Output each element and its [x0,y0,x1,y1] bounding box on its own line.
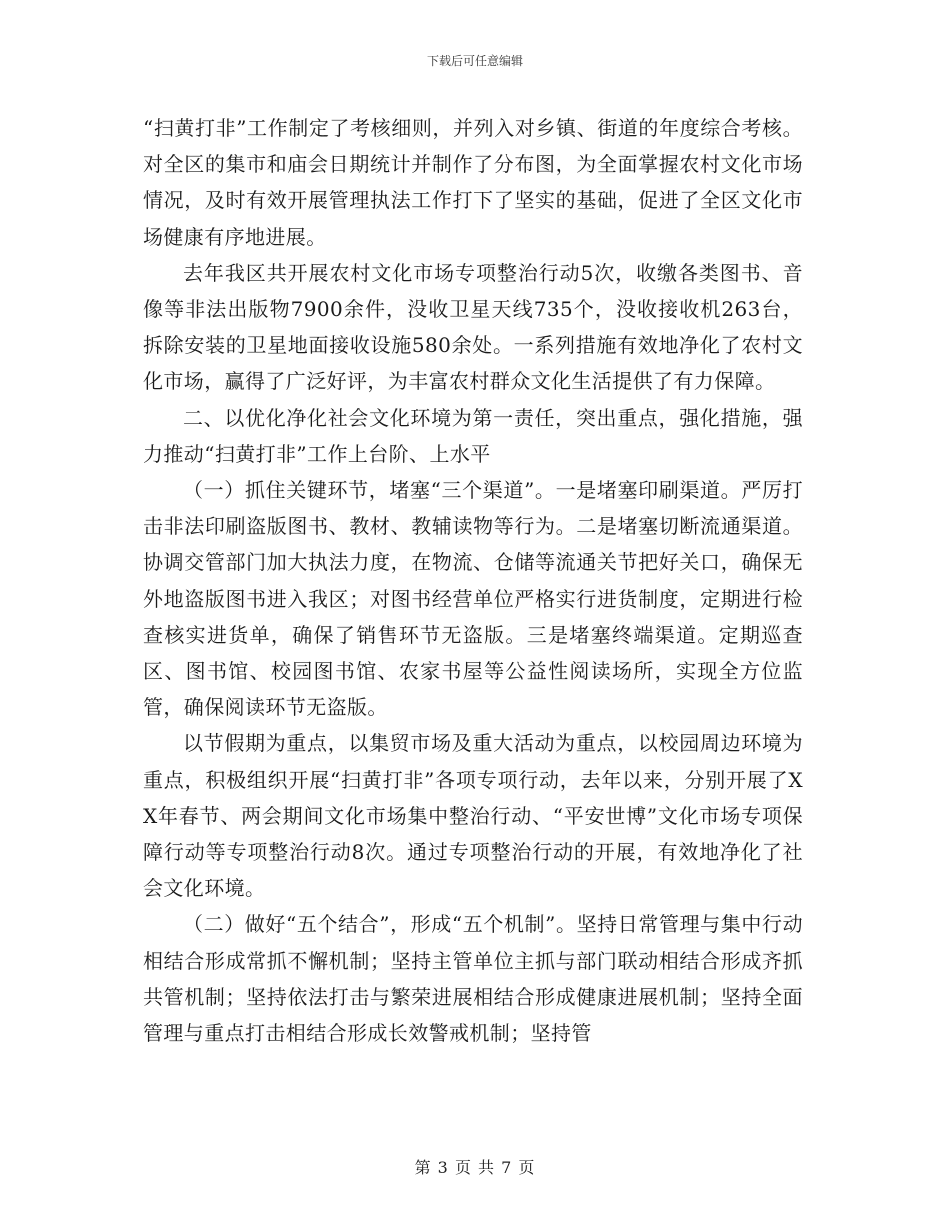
paragraph-5: （二）做好“五个结合”，形成“五个机制”。坚持日常管理与集中行动相结合形成常抓不懈机制；坚持主管单位主抓与部门联动相结合形成齐抓共管机制；坚持依法打击与繁荣进展相结合形成健康进展机制；坚持全面管理与重点打击相结合形成长效警戒机制；坚持管 [143,912,803,1046]
paragraph-1: “扫黄打非”工作制定了考核细则，并列入对乡镇、街道的年度综合考核。对全区的集市和庙会日期统计并制作了分布图，为全面掌握农村文化市场情况，及时有效开展管理执法工作打下了坚实的基础，促进了全区文化市场健康有序地进展。 [143,116,803,249]
document-body [143,110,803,1051]
paragraph-4: 以节假期为重点，以集贸市场及重大活动为重点，以校园周边环境为重点，积极组织开展“扫黄打非”各项专项行动，去年以来，分别开展了XX年春节、两会期间文化市场集中整治行动、“平安世博”文化市场专项保障行动等专项整治行动8次。通过专项整治行动的开展，有效地净化了社会文化环境。 [143,731,803,901]
page-footer: 第 3 页 共 7 页 [414,1158,536,1177]
page-header: 下载后可任意编辑 [426,54,523,68]
section-heading-2: 二、以优化净化社会文化环境为第一责任，突出重点，强化措施，强力推动“扫黄打非”工作上台阶、上水平 [143,405,803,466]
paragraph-2: 去年我区共开展农村文化市场专项整治行动5次，收缴各类图书、音像等非法出版物7900余件，没收卫星天线735个，没收接收机263台，拆除安装的卫星地面接收设施580余处。一系列措施有效地净化了农村文化市场，赢得了广泛好评，为丰富农村群众文化生活提供了有力保障。 [143,260,803,394]
paragraph-3: （一）抓住关键环节，堵塞“三个渠道”。一是堵塞印刷渠道。严厉打击非法印刷盗版图书、教材、教辅读物等行为。二是堵塞切断流通渠道。协调交管部门加大执法力度，在物流、仓储等流通关节把好关口，确保无外地盗版图书进入我区；对图书经营单位严格实行进货制度，定期进行检查核实进货单，确保了销售环节无盗版。三是堵塞终端渠道。定期巡查区、图书馆、校园图书馆、农家书屋等公益性阅读场所，实现全方位监管，确保阅读环节无盗版。 [143,478,803,720]
